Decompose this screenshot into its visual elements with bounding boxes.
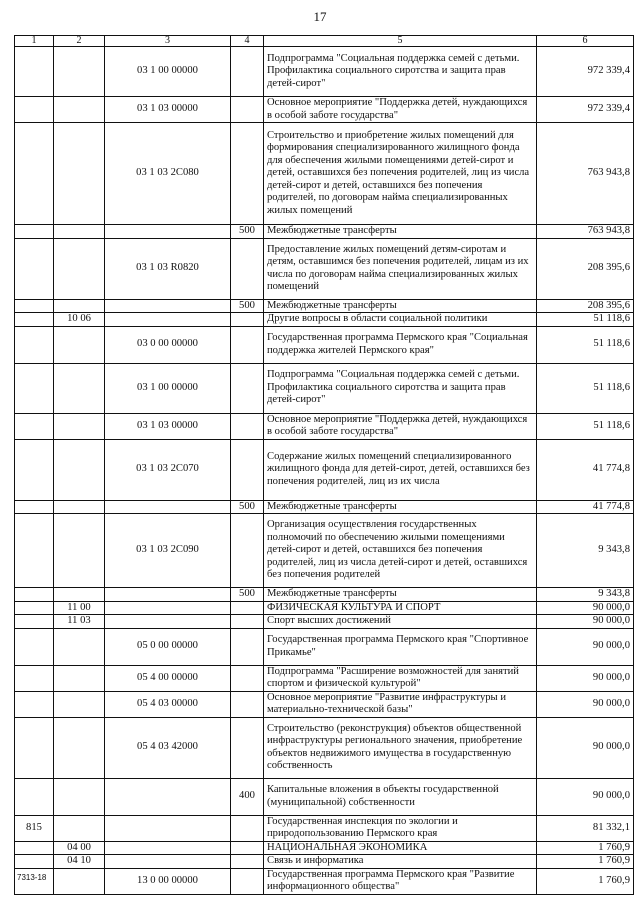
table-row <box>15 439 634 500</box>
target-article-cell: 03 1 03 R0820 <box>105 238 231 299</box>
amount-cell: 90 000,0 <box>537 778 634 815</box>
item-name-cell: Связь и информатика <box>264 855 537 869</box>
ministry-code-cell <box>15 778 54 815</box>
expense-type-cell <box>231 313 264 327</box>
amount-cell: 41 774,8 <box>537 439 634 500</box>
target-article-cell: 05 4 03 00000 <box>105 691 231 717</box>
ministry-code-cell <box>15 123 54 225</box>
item-name-cell: Государственная программа Пермского края "Социальная поддержка жителей Пермского края" <box>264 326 537 363</box>
ministry-code-cell <box>15 47 54 97</box>
ministry-code-cell <box>15 326 54 363</box>
target-article-cell: 03 1 00 00000 <box>105 47 231 97</box>
table-row <box>15 778 634 815</box>
amount-cell: 9 343,8 <box>537 588 634 602</box>
ministry-code-cell <box>15 439 54 500</box>
expense-type-cell <box>231 363 264 413</box>
expense-type-cell <box>231 628 264 665</box>
column-header-4: 4 <box>231 36 264 47</box>
section-code-cell: 04 00 <box>54 841 105 855</box>
target-article-cell <box>105 225 231 239</box>
section-code-cell <box>54 363 105 413</box>
table-row <box>15 47 634 97</box>
item-name-cell: Строительство и приобретение жилых помещений для формирования специализированного жилищного фонда для обеспечения жилыми помещениями детей-сирот и детей, оставшихся без попечения родителей, лиц из числа детей-сирот и детей, оставшихся без попечения родителей, по договорам найма специализированных жилых помещений <box>264 123 537 225</box>
item-name-cell: Предоставление жилых помещений детям-сиротам и детям, оставшимся без попечения родителей, лицам из их числа по договорам найма специализированных жилых помещений <box>264 238 537 299</box>
ministry-code-cell <box>15 238 54 299</box>
document-code: 7313-18 <box>17 873 47 882</box>
expense-type-cell: 500 <box>231 299 264 313</box>
table-row <box>15 97 634 123</box>
ministry-code-cell <box>15 299 54 313</box>
table-row <box>15 868 634 894</box>
target-article-cell <box>105 815 231 841</box>
expense-type-cell: 500 <box>231 588 264 602</box>
table-row <box>15 615 634 629</box>
table-row <box>15 588 634 602</box>
section-code-cell <box>54 628 105 665</box>
amount-cell: 90 000,0 <box>537 691 634 717</box>
section-code-cell: 11 03 <box>54 615 105 629</box>
section-code-cell <box>54 238 105 299</box>
target-article-cell: 03 1 03 00000 <box>105 97 231 123</box>
ministry-code-cell <box>15 841 54 855</box>
ministry-code-cell <box>15 413 54 439</box>
target-article-cell <box>105 500 231 514</box>
expense-type-cell: 500 <box>231 225 264 239</box>
amount-cell: 90 000,0 <box>537 601 634 615</box>
amount-cell: 208 395,6 <box>537 299 634 313</box>
section-code-cell <box>54 225 105 239</box>
target-article-cell: 03 1 03 2С090 <box>105 514 231 588</box>
expense-type-cell <box>231 97 264 123</box>
target-article-cell <box>105 841 231 855</box>
item-name-cell: ФИЗИЧЕСКАЯ КУЛЬТУРА И СПОРТ <box>264 601 537 615</box>
column-header-3: 3 <box>105 36 231 47</box>
amount-cell: 81 332,1 <box>537 815 634 841</box>
target-article-cell: 13 0 00 00000 <box>105 868 231 894</box>
column-header-6: 6 <box>537 36 634 47</box>
page-number: 17 <box>313 9 327 24</box>
target-article-cell: 03 1 00 00000 <box>105 363 231 413</box>
expense-type-cell <box>231 47 264 97</box>
section-code-cell <box>54 717 105 778</box>
amount-cell: 51 118,6 <box>537 363 634 413</box>
table-row <box>15 717 634 778</box>
ministry-code-cell <box>15 717 54 778</box>
section-code-cell: 11 00 <box>54 601 105 615</box>
table-row <box>15 413 634 439</box>
expense-type-cell <box>231 413 264 439</box>
expense-type-cell <box>231 615 264 629</box>
ministry-code-cell <box>15 615 54 629</box>
target-article-cell <box>105 299 231 313</box>
target-article-cell: 03 1 03 00000 <box>105 413 231 439</box>
amount-cell: 1 760,9 <box>537 855 634 869</box>
amount-cell: 51 118,6 <box>537 326 634 363</box>
column-header-5: 5 <box>264 36 537 47</box>
ministry-code-cell: 815 <box>15 815 54 841</box>
budget-table-body <box>15 36 634 895</box>
table-row <box>15 225 634 239</box>
expense-type-cell <box>231 815 264 841</box>
target-article-cell <box>105 313 231 327</box>
item-name-cell: Межбюджетные трансферты <box>264 225 537 239</box>
expense-type-cell <box>231 841 264 855</box>
expense-type-cell <box>231 868 264 894</box>
amount-cell: 972 339,4 <box>537 97 634 123</box>
item-name-cell: НАЦИОНАЛЬНАЯ ЭКОНОМИКА <box>264 841 537 855</box>
ministry-code-cell <box>15 665 54 691</box>
target-article-cell <box>105 588 231 602</box>
target-article-cell <box>105 601 231 615</box>
target-article-cell: 05 4 03 42000 <box>105 717 231 778</box>
expense-type-cell <box>231 123 264 225</box>
amount-cell: 9 343,8 <box>537 514 634 588</box>
item-name-cell: Подпрограмма "Социальная поддержка семей с детьми. Профилактика социального сиротства и защита прав детей-сирот" <box>264 363 537 413</box>
section-code-cell <box>54 439 105 500</box>
expense-type-cell: 500 <box>231 500 264 514</box>
target-article-cell: 03 0 00 00000 <box>105 326 231 363</box>
table-row <box>15 313 634 327</box>
expense-type-cell <box>231 717 264 778</box>
budget-table <box>14 35 634 895</box>
section-code-cell <box>54 299 105 313</box>
item-name-cell: Организация осуществления государственных полномочий по обеспечению жилыми помещениями детей-сирот и детей, оставшихся без попечения родителей, лиц из числа детей-сирот и детей, оставшихся без попечения родителей <box>264 514 537 588</box>
ministry-code-cell <box>15 97 54 123</box>
table-row <box>15 123 634 225</box>
item-name-cell: Основное мероприятие "Поддержка детей, нуждающихся в особой заботе государства" <box>264 97 537 123</box>
expense-type-cell <box>231 601 264 615</box>
section-code-cell <box>54 413 105 439</box>
target-article-cell <box>105 855 231 869</box>
table-row <box>15 628 634 665</box>
amount-cell: 41 774,8 <box>537 500 634 514</box>
section-code-cell: 10 06 <box>54 313 105 327</box>
target-article-cell <box>105 615 231 629</box>
table-row <box>15 238 634 299</box>
ministry-code-cell <box>15 514 54 588</box>
expense-type-cell <box>231 855 264 869</box>
amount-cell: 1 760,9 <box>537 868 634 894</box>
ministry-code-cell <box>15 313 54 327</box>
table-row <box>15 363 634 413</box>
table-row <box>15 691 634 717</box>
section-code-cell: 04 10 <box>54 855 105 869</box>
item-name-cell: Подпрограмма "Расширение возможностей для занятий спортом и физической культурой" <box>264 665 537 691</box>
section-code-cell <box>54 97 105 123</box>
section-code-cell <box>54 500 105 514</box>
table-row <box>15 299 634 313</box>
expense-type-cell <box>231 691 264 717</box>
table-row <box>15 665 634 691</box>
amount-cell: 763 943,8 <box>537 123 634 225</box>
ministry-code-cell <box>15 691 54 717</box>
target-article-cell: 05 4 00 00000 <box>105 665 231 691</box>
section-code-cell <box>54 815 105 841</box>
item-name-cell: Межбюджетные трансферты <box>264 299 537 313</box>
item-name-cell: Спорт высших достижений <box>264 615 537 629</box>
amount-cell: 90 000,0 <box>537 717 634 778</box>
amount-cell: 51 118,6 <box>537 413 634 439</box>
section-code-cell <box>54 665 105 691</box>
column-header-2: 2 <box>54 36 105 47</box>
column-header-1: 1 <box>15 36 54 47</box>
ministry-code-cell <box>15 500 54 514</box>
header-row <box>15 36 634 47</box>
target-article-cell: 05 0 00 00000 <box>105 628 231 665</box>
amount-cell: 972 339,4 <box>537 47 634 97</box>
item-name-cell: Основное мероприятие "Поддержка детей, нуждающихся в особой заботе государства" <box>264 413 537 439</box>
amount-cell: 1 760,9 <box>537 841 634 855</box>
section-code-cell <box>54 47 105 97</box>
table-row <box>15 500 634 514</box>
expense-type-cell: 400 <box>231 778 264 815</box>
amount-cell: 51 118,6 <box>537 313 634 327</box>
expense-type-cell <box>231 514 264 588</box>
item-name-cell: Государственная программа Пермского края "Развитие информационного общества" <box>264 868 537 894</box>
target-article-cell <box>105 778 231 815</box>
ministry-code-cell <box>15 363 54 413</box>
ministry-code-cell <box>15 601 54 615</box>
table-row <box>15 841 634 855</box>
table-row <box>15 601 634 615</box>
item-name-cell: Основное мероприятие "Развитие инфраструктуры и материально-технической базы" <box>264 691 537 717</box>
amount-cell: 763 943,8 <box>537 225 634 239</box>
item-name-cell: Другие вопросы в области социальной политики <box>264 313 537 327</box>
amount-cell: 90 000,0 <box>537 665 634 691</box>
expense-type-cell <box>231 326 264 363</box>
section-code-cell <box>54 123 105 225</box>
section-code-cell <box>54 868 105 894</box>
amount-cell: 90 000,0 <box>537 615 634 629</box>
section-code-cell <box>54 691 105 717</box>
section-code-cell <box>54 514 105 588</box>
item-name-cell: Государственная инспекция по экологии и природопользованию Пермского края <box>264 815 537 841</box>
ministry-code-cell <box>15 588 54 602</box>
target-article-cell: 03 1 03 2С080 <box>105 123 231 225</box>
item-name-cell: Государственная программа Пермского края "Спортивное Прикамье" <box>264 628 537 665</box>
table-row <box>15 855 634 869</box>
item-name-cell: Подпрограмма "Социальная поддержка семей с детьми. Профилактика социального сиротства и защита прав детей-сирот" <box>264 47 537 97</box>
target-article-cell: 03 1 03 2С070 <box>105 439 231 500</box>
ministry-code-cell <box>15 628 54 665</box>
table-row <box>15 514 634 588</box>
ministry-code-cell <box>15 855 54 869</box>
table-row <box>15 326 634 363</box>
expense-type-cell <box>231 238 264 299</box>
amount-cell: 90 000,0 <box>537 628 634 665</box>
item-name-cell: Межбюджетные трансферты <box>264 500 537 514</box>
item-name-cell: Содержание жилых помещений специализированного жилищного фонда для детей-сирот, детей, оставшихся без попечения родителей, лиц из их числа <box>264 439 537 500</box>
expense-type-cell <box>231 665 264 691</box>
amount-cell: 208 395,6 <box>537 238 634 299</box>
section-code-cell <box>54 778 105 815</box>
ministry-code-cell <box>15 225 54 239</box>
item-name-cell: Капитальные вложения в объекты государственной (муниципальной) собственности <box>264 778 537 815</box>
section-code-cell <box>54 588 105 602</box>
item-name-cell: Межбюджетные трансферты <box>264 588 537 602</box>
section-code-cell <box>54 326 105 363</box>
table-row <box>15 815 634 841</box>
item-name-cell: Строительство (реконструкция) объектов общественной инфраструктуры регионального значения, приобретение объектов недвижимого имущества в государственную собственность <box>264 717 537 778</box>
expense-type-cell <box>231 439 264 500</box>
